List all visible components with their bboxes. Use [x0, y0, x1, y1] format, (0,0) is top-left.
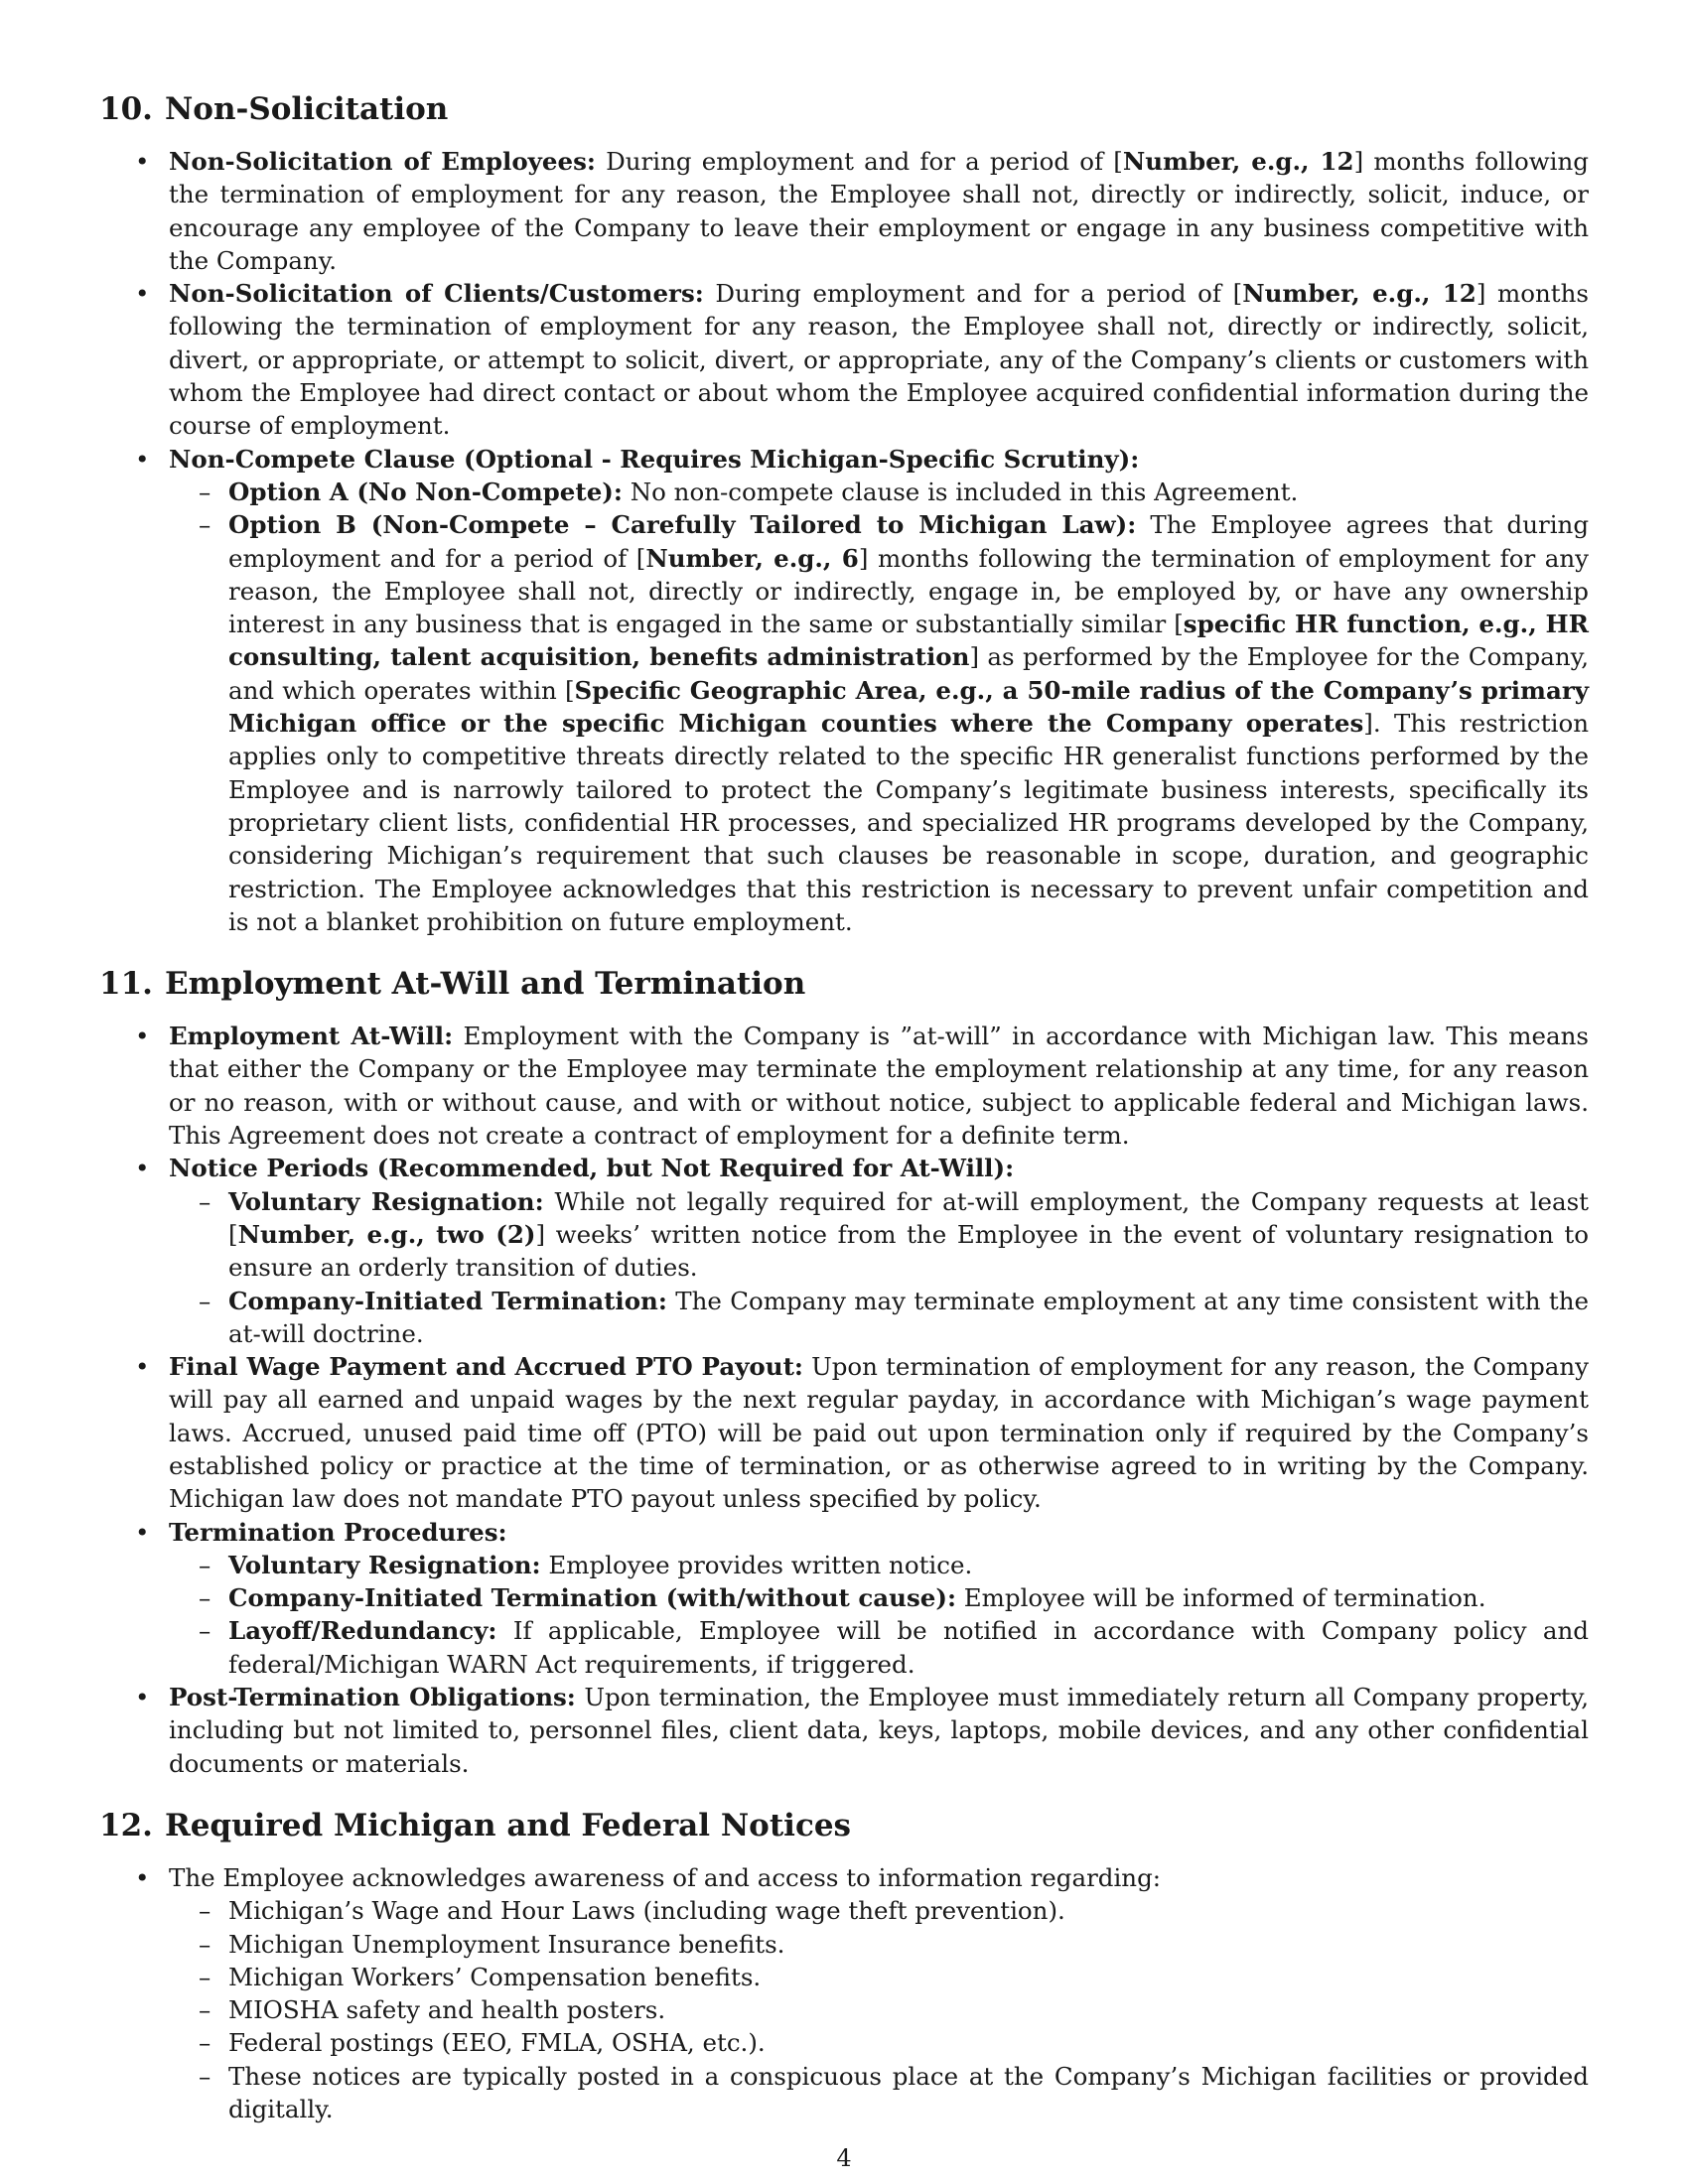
section-number: 12. — [99, 1807, 153, 1843]
sub-list — [169, 1549, 1589, 1681]
sub-item-label: Layoff/Redundancy: — [228, 1616, 497, 1646]
item-text: Upon termination of employment for any reason, the Company will pay all earned and unpaid wages by the next regular payday, in accordance with Michigan’s wage payment laws. Accrued, unused paid time off (PTO) will be paid out upon termination only if required by the Company’s established policy or practice at the time of termination, or as otherwise agreed to in writing by the Company. Michigan law does not mandate PTO payout unless specified by policy. — [169, 1352, 1589, 1514]
sub-item-label: Company-Initiated Termination (with/without cause): — [228, 1583, 956, 1613]
item-text: ] months following the termination of employment for any reason, the Employee shall not, directly or indirectly, solicit, induce, or encourage any employee of the Company to leave their employment or engage in any business competitive with the Company. — [169, 147, 1589, 275]
sub-item-text: The Company may terminate employment at any time consistent with the at-will doctrine. — [228, 1286, 1589, 1348]
item-text: Employment with the Company is ”at-will” in accordance with Michigan law. This means that either the Company or the Employee may terminate the employment relationship at any time, for any reason or no reason, with or without cause, and with or without notice, subject to applicable federal and Michigan laws. This Agreement does not create a contract of employment for a definite term. — [169, 1022, 1589, 1151]
section-heading — [99, 1804, 1589, 1847]
notice-item: – Federal postings (EEO, FMLA, OSHA, etc.). — [169, 2026, 1589, 2059]
page-number: 4 — [836, 2144, 852, 2172]
list-item — [99, 1020, 1589, 1152]
sub-item-label: Voluntary Resignation: — [228, 1550, 541, 1579]
section-title: Non-Solicitation — [164, 91, 449, 127]
section-title: Required Michigan and Federal Notices — [164, 1807, 851, 1843]
notice-item: – Michigan’s Wage and Hour Laws (including wage theft prevention). — [169, 1894, 1589, 1927]
item-text: During employment and for a period of [ — [703, 279, 1243, 309]
sub-list-item — [169, 1581, 1589, 1614]
list-item — [99, 1861, 1589, 2125]
document-page — [99, 87, 1589, 2149]
list-item — [99, 145, 1589, 277]
placeholder-text: Number, e.g., 6 — [645, 543, 859, 573]
item-label: Non-Compete Clause (Optional - Requires Michigan-Specific Scrutiny): — [169, 444, 1140, 474]
list-item — [99, 443, 1589, 938]
notice-item: – Michigan Workers’ Compensation benefits. — [169, 1961, 1589, 1993]
sub-list-item — [169, 1185, 1589, 1285]
placeholder-text: Specific Geographic Area, e.g., a 50-mile radius of the Company’s primary Michigan office or the specific Michigan counties where the Company operates — [228, 675, 1589, 739]
sub-list-item — [169, 476, 1589, 508]
sub-item-text: ]. This restriction applies only to competitive threats directly related to the specific HR generalist functions performed by the Employee and is narrowly tailored to protect the Company’s legitimate business interests, specifically its proprietary client lists, confidential HR processes, and specialized HR programs developed by the Company, considering Michigan’s requirement that such clauses be reasonable in scope, duration, and geographic restriction. The Employee acknowledges that this restriction is necessary to prevent unfair competition and is not a blanket prohibition on future employment. — [228, 709, 1589, 936]
sub-item-text: ] months following the termination of employment for any reason, the Employee shall not, directly or indirectly, engage in, be employed by, or have any ownership interest in any business that is engaged in the same or substantially similar [ — [228, 543, 1589, 639]
placeholder-text: Number, e.g., 12 — [1122, 147, 1354, 176]
section-heading — [99, 87, 1589, 131]
item-label: Termination Procedures: — [169, 1517, 507, 1547]
list-item — [99, 1350, 1589, 1515]
placeholder-text: Number, e.g., two (2) — [237, 1219, 536, 1249]
item-text: ] months following the termination of employment for any reason, the Employee shall not, directly or indirectly, solicit, divert, or appropriate, or attempt to solicit, divert, or appropriate, any of the Company’s clients or customers with whom the Employee had direct contact or about whom the Employee acquired confidential information during the course of employment. — [169, 279, 1590, 441]
section-list — [99, 145, 1589, 938]
sub-list-item — [169, 1285, 1589, 1351]
sub-item-label: Voluntary Resignation: — [228, 1186, 544, 1216]
item-label: Post-Termination Obligations: — [169, 1683, 576, 1712]
sub-item-label: Option A (No Non-Compete): — [228, 477, 623, 506]
sub-item-text: No non-compete clause is included in this Agreement. — [622, 477, 1299, 506]
sub-list — [169, 1894, 1589, 2125]
notice-item: – These notices are typically posted in a conspicuous place at the Company’s Michigan facilities or provided digitally. — [169, 2060, 1589, 2126]
section-list — [99, 1861, 1589, 2125]
section-required-notices — [99, 1804, 1589, 2125]
item-label: Non-Solicitation of Clients/Customers: — [169, 279, 704, 309]
placeholder-text: specific HR function, e.g., HR consulting, talent acquisition, benefits administration — [228, 610, 1589, 672]
list-item — [99, 1516, 1589, 1681]
item-label: Employment At-Will: — [169, 1022, 454, 1051]
item-text: The Employee acknowledges awareness of and access to information regarding: — [169, 1862, 1162, 1892]
notice-item: – Michigan Unemployment Insurance benefits. — [169, 1928, 1589, 1961]
sub-list — [169, 1185, 1589, 1350]
sub-item-text: The Employee agrees that during employment and for a period of [ — [228, 510, 1590, 573]
section-non-solicitation — [99, 87, 1589, 938]
sub-item-text: Employee will be informed of termination. — [956, 1583, 1486, 1613]
sub-item-label: Option B (Non-Compete – Carefully Tailored to Michigan Law): — [228, 510, 1137, 540]
section-number: 11. — [99, 966, 153, 1003]
sub-list-item — [169, 508, 1589, 938]
sub-item-text: Employee provides written notice. — [540, 1550, 973, 1579]
section-number: 10. — [99, 91, 153, 127]
placeholder-text: Number, e.g., 12 — [1242, 279, 1477, 309]
list-item — [99, 1152, 1589, 1350]
item-label: Notice Periods (Recommended, but Not Required for At-Will): — [169, 1154, 1015, 1183]
list-item — [99, 277, 1589, 442]
section-at-will-termination — [99, 962, 1589, 1780]
item-label: Final Wage Payment and Accrued PTO Payout: — [169, 1352, 803, 1382]
sub-list — [169, 476, 1589, 938]
sub-item-label: Company-Initiated Termination: — [228, 1286, 667, 1315]
sub-item-text: While not legally required for at-will employment, the Company requests at least [ — [228, 1186, 1589, 1249]
section-heading — [99, 962, 1589, 1006]
notice-item: – MIOSHA safety and health posters. — [169, 1993, 1589, 2026]
item-label: Non-Solicitation of Employees: — [169, 147, 596, 176]
section-list — [99, 1020, 1589, 1780]
sub-list-item — [169, 1614, 1589, 1681]
section-title: Employment At-Will and Termination — [164, 966, 806, 1003]
item-text: Upon termination, the Employee must immediately return all Company property, including but not limited to, personnel files, client data, keys, laptops, mobile devices, and any other confidential documents or materials. — [169, 1683, 1589, 1778]
item-text: During employment and for a period of [ — [595, 147, 1123, 176]
sub-item-text: ] weeks’ written notice from the Employee in the event of voluntary resignation to ensure an orderly transition of duties. — [228, 1219, 1589, 1283]
sub-list-item — [169, 1549, 1589, 1581]
list-item — [99, 1681, 1589, 1780]
sub-item-text: If applicable, Employee will be notified in accordance with Company policy and federal/Michigan WARN Act requirements, if triggered. — [228, 1616, 1589, 1679]
sub-item-text: ] as performed by the Employee for the Company, and which operates within [ — [228, 642, 1590, 705]
